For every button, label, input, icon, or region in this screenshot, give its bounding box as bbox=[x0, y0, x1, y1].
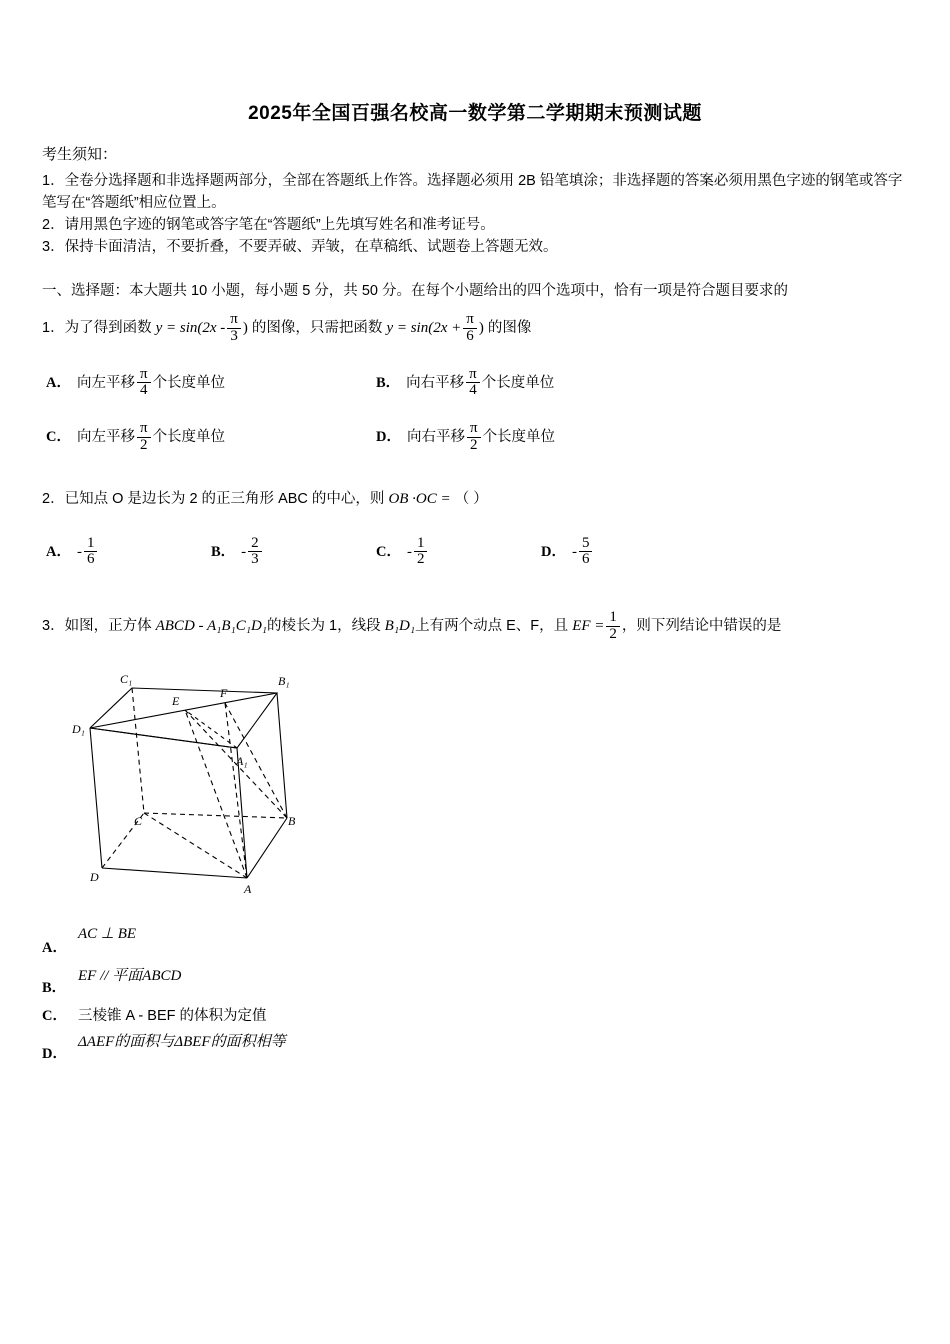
vertex-label-B1: B₁ bbox=[278, 673, 290, 688]
question-1-text-middle: 的图像，只需把函数 bbox=[251, 320, 383, 337]
q1-fb-end: ) bbox=[478, 320, 484, 337]
question-3-text-3: 上有两个动点 E、F，且 bbox=[415, 618, 569, 635]
question-3-number: 3． bbox=[42, 618, 65, 635]
option-2d-label: D． bbox=[541, 543, 566, 560]
question-2-text: 已知点 O 是边长为 2 的正三角形 ABC 的中心，则 bbox=[64, 490, 385, 507]
q1-fa-num: π bbox=[227, 312, 241, 329]
notice-line-1: 1．全卷分选择题和非选择题两部分，全部在答题纸上作答。选择题必须用 2B 铅笔填涂；非选择题的答案必须用黑色字迹的钢笔或答字笔写在“答题纸”相应位置上。 bbox=[42, 173, 903, 211]
question-2-formula: OB ·OC = bbox=[388, 490, 451, 507]
option-2c-label: C． bbox=[376, 543, 401, 560]
option-2d-num: 5 bbox=[579, 536, 593, 553]
option-1d-den: 2 bbox=[470, 436, 478, 453]
vertex-label-D: D bbox=[90, 869, 99, 884]
option-2b-label: B． bbox=[211, 543, 236, 560]
option-1a-den: 4 bbox=[140, 382, 148, 399]
option-1d-post: 个长度单位 bbox=[482, 429, 556, 446]
cube-diagram-svg bbox=[72, 653, 352, 913]
option-2a-den: 6 bbox=[86, 551, 95, 568]
question-1-text-after: 的图像 bbox=[487, 320, 532, 337]
q1-fb-num: π bbox=[463, 312, 477, 329]
option-3a[interactable] bbox=[42, 922, 908, 962]
question-3-text-4: ，则下列结论中错误的是 bbox=[621, 618, 782, 635]
vertex-label-D1: D₁ bbox=[72, 721, 85, 736]
question-1-text-before: 为了得到函数 bbox=[64, 320, 152, 337]
option-3d-label: D． bbox=[42, 1045, 67, 1062]
option-3c-label: C． bbox=[42, 1007, 67, 1024]
option-2c[interactable] bbox=[376, 536, 541, 569]
question-2-number: 2． bbox=[42, 490, 65, 507]
option-2a-label: A． bbox=[46, 543, 71, 560]
question-3-ef-label: EF = bbox=[572, 618, 605, 635]
option-1c-pre: 向左平移 bbox=[76, 429, 135, 446]
question-1-options-row-1 bbox=[46, 367, 908, 400]
question-3 bbox=[42, 610, 908, 643]
q1-fa-den: 3 bbox=[230, 327, 238, 344]
question-2-tail: （ ） bbox=[454, 490, 488, 507]
option-2b-num: 2 bbox=[248, 536, 262, 553]
question-1-options-row-2 bbox=[46, 421, 908, 454]
option-1d[interactable] bbox=[376, 421, 555, 454]
question-3-cube-name: ABCD - A₁B₁C₁D₁ bbox=[155, 618, 268, 635]
option-2c-num: 1 bbox=[414, 536, 428, 553]
option-1b-label: B． bbox=[376, 374, 401, 391]
option-1a-num: π bbox=[137, 367, 151, 384]
option-3c[interactable] bbox=[42, 1002, 908, 1028]
option-2d-den: 6 bbox=[581, 551, 590, 568]
question-3-options bbox=[42, 922, 908, 1068]
q1-fb-den: 6 bbox=[466, 327, 474, 344]
option-2c-sign: - bbox=[406, 543, 412, 560]
option-2d[interactable] bbox=[541, 536, 706, 569]
option-2c-den: 2 bbox=[416, 551, 425, 568]
option-1b-post: 个长度单位 bbox=[481, 374, 555, 391]
vertex-label-F: F bbox=[220, 685, 228, 700]
option-2b-den: 3 bbox=[251, 551, 259, 568]
notice-heading: 考生须知： bbox=[42, 146, 118, 163]
question-1 bbox=[42, 312, 908, 345]
option-1d-num: π bbox=[467, 421, 481, 438]
option-1a[interactable] bbox=[46, 367, 376, 400]
option-2a[interactable] bbox=[46, 536, 211, 569]
option-3b-label: B． bbox=[42, 979, 67, 996]
option-3a-label: A． bbox=[42, 939, 67, 956]
q3-ef-num: 1 bbox=[606, 610, 620, 627]
question-2 bbox=[42, 484, 908, 514]
option-2b-sign: - bbox=[241, 543, 247, 560]
option-2a-num: 1 bbox=[84, 536, 98, 553]
option-1a-post: 个长度单位 bbox=[152, 374, 226, 391]
option-3c-text: 三棱锥 A - BEF 的体积为定值 bbox=[78, 1007, 267, 1024]
document-body bbox=[42, 98, 908, 1068]
vertex-label-E: E bbox=[172, 693, 180, 708]
question-2-options-row bbox=[46, 536, 908, 569]
option-1b-pre: 向右平移 bbox=[406, 374, 465, 391]
option-3b-text: EF // 平面ABCD bbox=[78, 967, 182, 984]
option-3d-text: ΔAEF的面积与ΔBEF的面积相等 bbox=[78, 1033, 286, 1050]
option-1b-num: π bbox=[466, 367, 480, 384]
option-1c[interactable] bbox=[46, 421, 376, 454]
question-3-text-2: 的棱长为 1，线段 bbox=[267, 618, 381, 635]
option-1d-pre: 向右平移 bbox=[406, 429, 465, 446]
option-1c-post: 个长度单位 bbox=[152, 429, 226, 446]
question-3-segment-name: B₁D₁ bbox=[384, 618, 416, 635]
section-heading: 一、选择题：本大题共 10 小题，每小题 5 分，共 50 分。在每个小题给出的四个选项中，恰有一项是符合题目要求的 bbox=[42, 283, 788, 299]
option-1d-label: D． bbox=[376, 429, 401, 446]
option-1b[interactable] bbox=[376, 367, 554, 400]
option-2b[interactable] bbox=[211, 536, 376, 569]
question-1-formula-a: y = sin(2x - bbox=[155, 320, 226, 337]
notice-line-2: 2．请用黑色字迹的钢笔或答字笔在“答题纸”上先填写姓名和准考证号。 bbox=[42, 217, 495, 233]
vertex-label-A: A bbox=[244, 881, 252, 896]
question-3-text-1: 如图，正方体 bbox=[64, 618, 152, 635]
vertex-label-C: C bbox=[134, 813, 143, 828]
question-1-formula-b: y = sin(2x + bbox=[386, 320, 462, 337]
vertex-label-C1: C₁ bbox=[120, 671, 133, 686]
option-1c-num: π bbox=[137, 421, 151, 438]
option-3a-text: AC ⊥ BE bbox=[78, 925, 137, 942]
option-1b-den: 4 bbox=[469, 382, 477, 399]
option-1a-pre: 向左平移 bbox=[76, 374, 135, 391]
question-1-number: 1． bbox=[42, 320, 65, 337]
q1-fa-end: ) bbox=[242, 320, 248, 337]
notice-line-3: 3．保持卡面清洁，不要折叠，不要弄破、弄皱，在草稿纸、试题卷上答题无效。 bbox=[42, 239, 558, 255]
option-3d[interactable] bbox=[42, 1028, 908, 1068]
vertex-label-B: B bbox=[288, 813, 296, 828]
q3-ef-den: 2 bbox=[609, 625, 617, 642]
vertex-label-A1: A₁ bbox=[236, 753, 248, 768]
cube-diagram bbox=[72, 653, 908, 918]
option-1c-label: C． bbox=[46, 429, 71, 446]
option-1a-label: A． bbox=[46, 374, 71, 391]
option-1c-den: 2 bbox=[140, 436, 148, 453]
option-2d-sign: - bbox=[571, 543, 577, 560]
option-3b[interactable] bbox=[42, 962, 908, 1002]
page-title: 2025年全国百强名校高一数学第二学期期末预测试题 bbox=[248, 103, 702, 124]
option-2a-sign: - bbox=[76, 543, 82, 560]
